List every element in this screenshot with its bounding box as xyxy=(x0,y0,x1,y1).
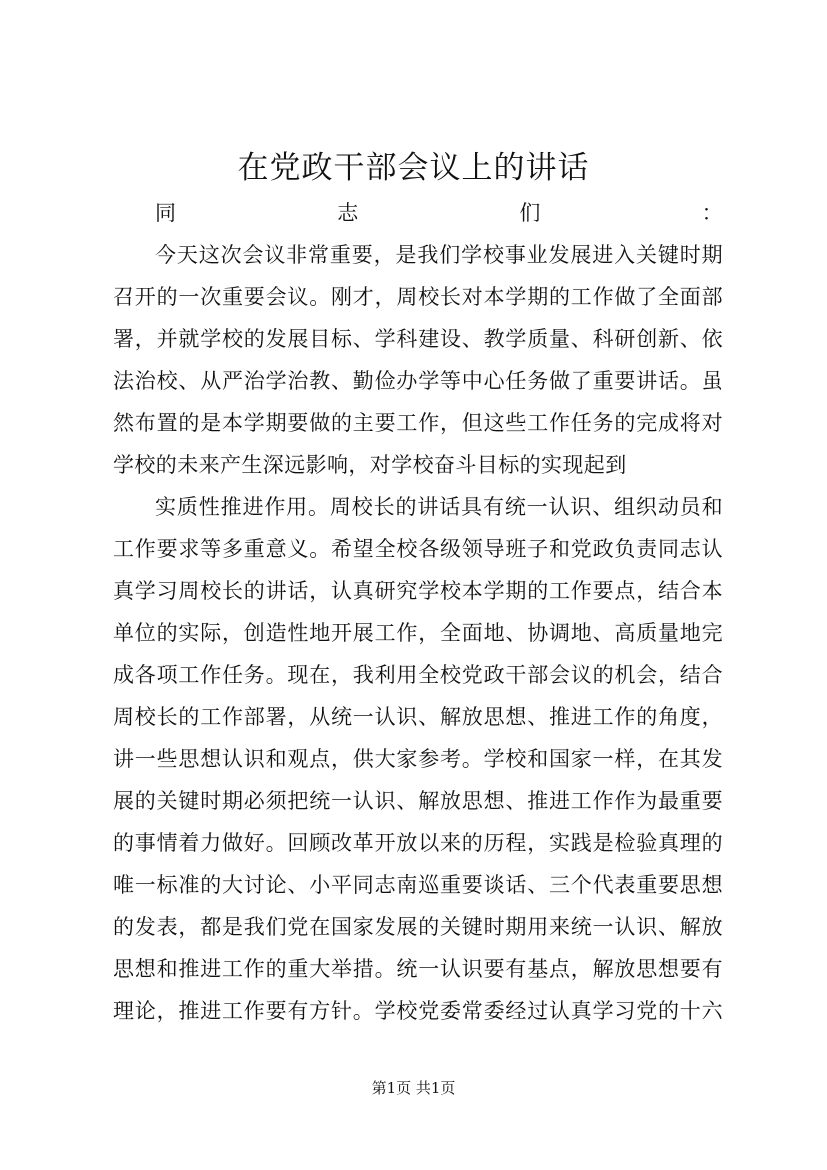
paragraph-1-line-5: 然布置的是本学期要做的主要工作，但这些工作任务的完成将对 xyxy=(113,411,723,435)
paragraph-2-line-1: 实质性推进作用。周校长的讲话具有统一认识、组织动员和 xyxy=(155,495,723,519)
paragraph-1-line-1: 今天这次会议非常重要，是我们学校事业发展进入关键时期 xyxy=(155,243,723,267)
paragraph-1-line-6: 学校的未来产生深远影响，对学校奋斗目标的实现起到 xyxy=(113,453,627,477)
paragraph-2-line-12: 思想和推进工作的重大举措。统一认识要有基点，解放思想要有 xyxy=(113,957,723,981)
salutation: 同志们： xyxy=(155,201,723,225)
paragraph-2-line-10: 唯一标准的大讨论、小平同志南巡重要谈话、三个代表重要思想 xyxy=(113,873,723,897)
paragraph-1-line-2: 召开的一次重要会议。刚才，周校长对本学期的工作做了全面部 xyxy=(113,285,723,309)
paragraph-2-line-6: 周校长的工作部署，从统一认识、解放思想、推进工作的角度， xyxy=(113,705,723,729)
paragraph-2-line-3: 真学习周校长的讲话，认真研究学校本学期的工作要点，结合本 xyxy=(113,579,723,603)
paragraph-2-line-7: 讲一些思想认识和观点，供大家参考。学校和国家一样，在其发 xyxy=(113,747,723,771)
paragraph-1-line-3: 署，并就学校的发展目标、学科建设、教学质量、科研创新、依 xyxy=(113,327,723,351)
paragraph-2-line-2: 工作要求等多重意义。希望全校各级领导班子和党政负责同志认 xyxy=(113,537,723,561)
paragraph-1-line-4: 法治校、从严治学治教、勤俭办学等中心任务做了重要讲话。虽 xyxy=(113,369,723,393)
paragraph-2-line-11: 的发表，都是我们党在国家发展的关键时期用来统一认识、解放 xyxy=(113,915,723,939)
paragraph-2-line-9: 的事情着力做好。回顾改革开放以来的历程，实践是检验真理的 xyxy=(113,831,723,855)
paragraph-2-line-8: 展的关键时期必须把统一认识、解放思想、推进工作作为最重要 xyxy=(113,789,723,813)
paragraph-2-line-4: 单位的实际，创造性地开展工作，全面地、协调地、高质量地完 xyxy=(113,621,723,645)
paragraph-2-line-13: 理论，推进工作要有方针。学校党委常委经过认真学习党的十六 xyxy=(113,999,723,1023)
document-title: 在党政干部会议上的讲话 xyxy=(237,150,590,186)
paragraph-2-line-5: 成各项工作任务。现在，我利用全校党政干部会议的机会，结合 xyxy=(113,663,723,687)
page-footer: 第1页 共1页 xyxy=(371,1079,456,1097)
